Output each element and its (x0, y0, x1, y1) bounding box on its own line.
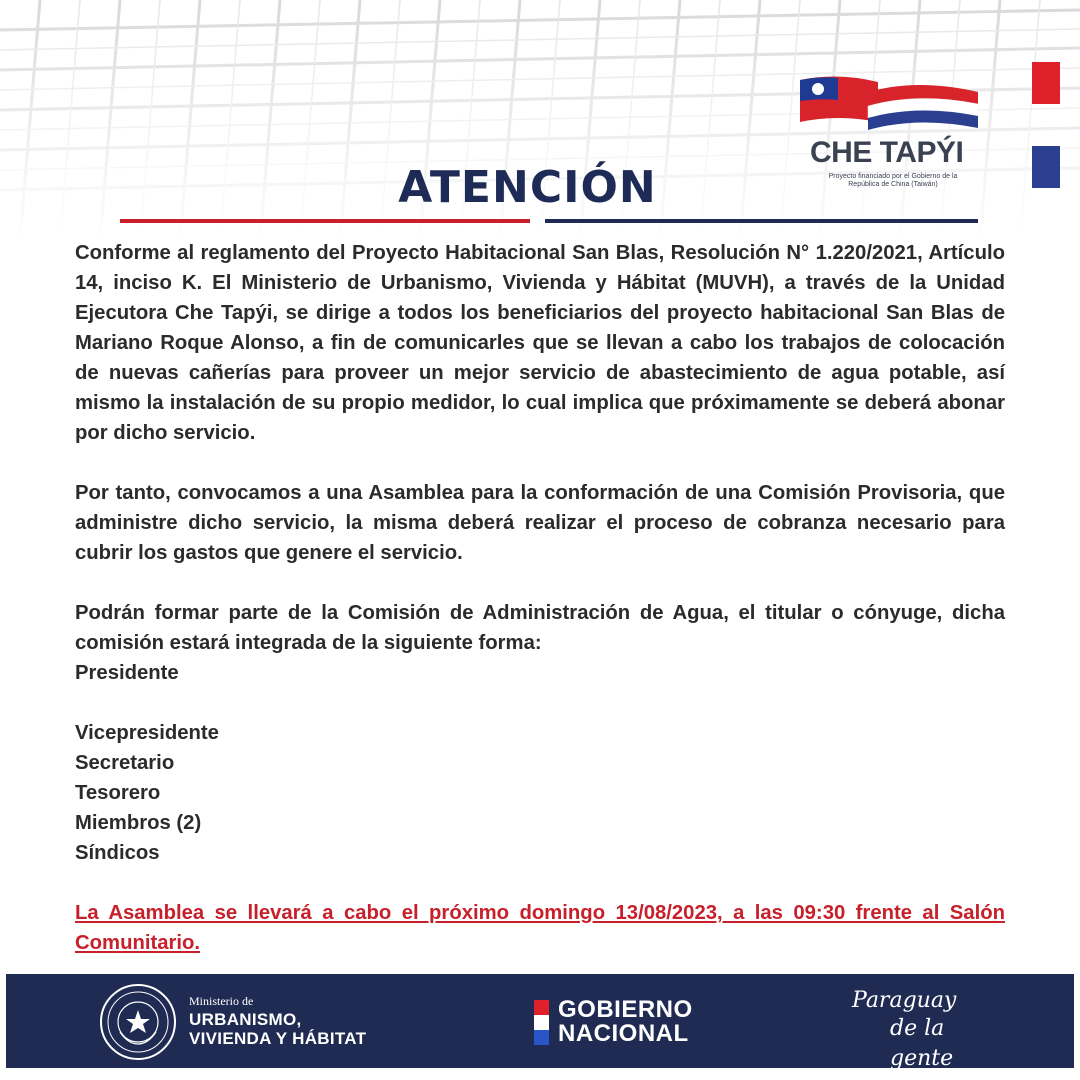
slogan-logo (852, 988, 1012, 1074)
role-item: Secretario (75, 752, 175, 774)
title-rule-blue (545, 219, 978, 223)
national-seal-icon (98, 982, 178, 1062)
page-title: ATENCIÓN (398, 162, 657, 213)
ministry-name-line-1: URBANISMO, (189, 1010, 302, 1029)
role-item: Miembros (2) (75, 812, 202, 834)
notice-body (75, 238, 1005, 958)
paragraph-1: Conforme al reglamento del Proyecto Habitacional San Blas, Resolución N° 1.220/2021, Artículo 14, inciso K. El Ministerio de Urbanismo, Vivienda y Hábitat (MUVH), a través de la Unidad Ejecutora Che Tapýi, se dirige a todos los beneficiarios del proyecto habitacional San Blas de Mariano Roque Alonso, a fin de comunicarles que se llevan a cabo los trabajos de colocación de nuevas cañerías para proveer un mejor servicio de abastecimiento de agua potable, así mismo la instalación de su propio medidor, lo cual implica que próximamente se deberá abonar por dicho servicio. (75, 242, 1005, 444)
logo-name: CHE TAPÝI (810, 136, 964, 169)
assembly-announcement: La Asamblea se llevará a cabo el próximo domingo 13/08/2023, a las 09:30 frente al Salón Comunitario. (75, 902, 1005, 954)
gobierno-nacional-logo (558, 998, 693, 1046)
paragraph-2: Por tanto, convocamos a una Asamblea para la conformación de una Comisión Provisoria, que administre dicho servicio, la misma deberá realizar el proceso de cobranza necesario para cubrir los gastos que genere el servicio. (75, 482, 1005, 564)
role-item: Presidente (75, 662, 179, 684)
slogan-line-2: de la gente (890, 1016, 954, 1071)
slogan-line-1: Paraguay (852, 988, 957, 1013)
paragraph-3: Podrán formar parte de la Comisión de Administración de Agua, el titular o cónyuge, dicha comisión estará integrada de la siguiente forma: (75, 602, 1005, 654)
footer-banner (6, 974, 1074, 1071)
ministry-label: Ministerio de (189, 994, 254, 1008)
paraguay-flag-icon (534, 1000, 549, 1045)
role-item: Vicepresidente (75, 722, 219, 744)
logo-subtitle: Proyecto financiado por el Gobierno de la República de China (Taiwán) (828, 173, 958, 188)
flag-bar-red (1032, 62, 1060, 104)
gov-line-2: NACIONAL (558, 1020, 689, 1047)
gov-line-1: GOBIERNO (558, 996, 693, 1023)
role-item: Síndicos (75, 842, 160, 864)
role-item: Tesorero (75, 782, 161, 804)
ministry-name (189, 1010, 366, 1048)
title-rule-red (120, 219, 530, 223)
ministry-name-line-2: VIVIENDA Y HÁBITAT (189, 1029, 367, 1048)
flags-icon (798, 70, 983, 140)
